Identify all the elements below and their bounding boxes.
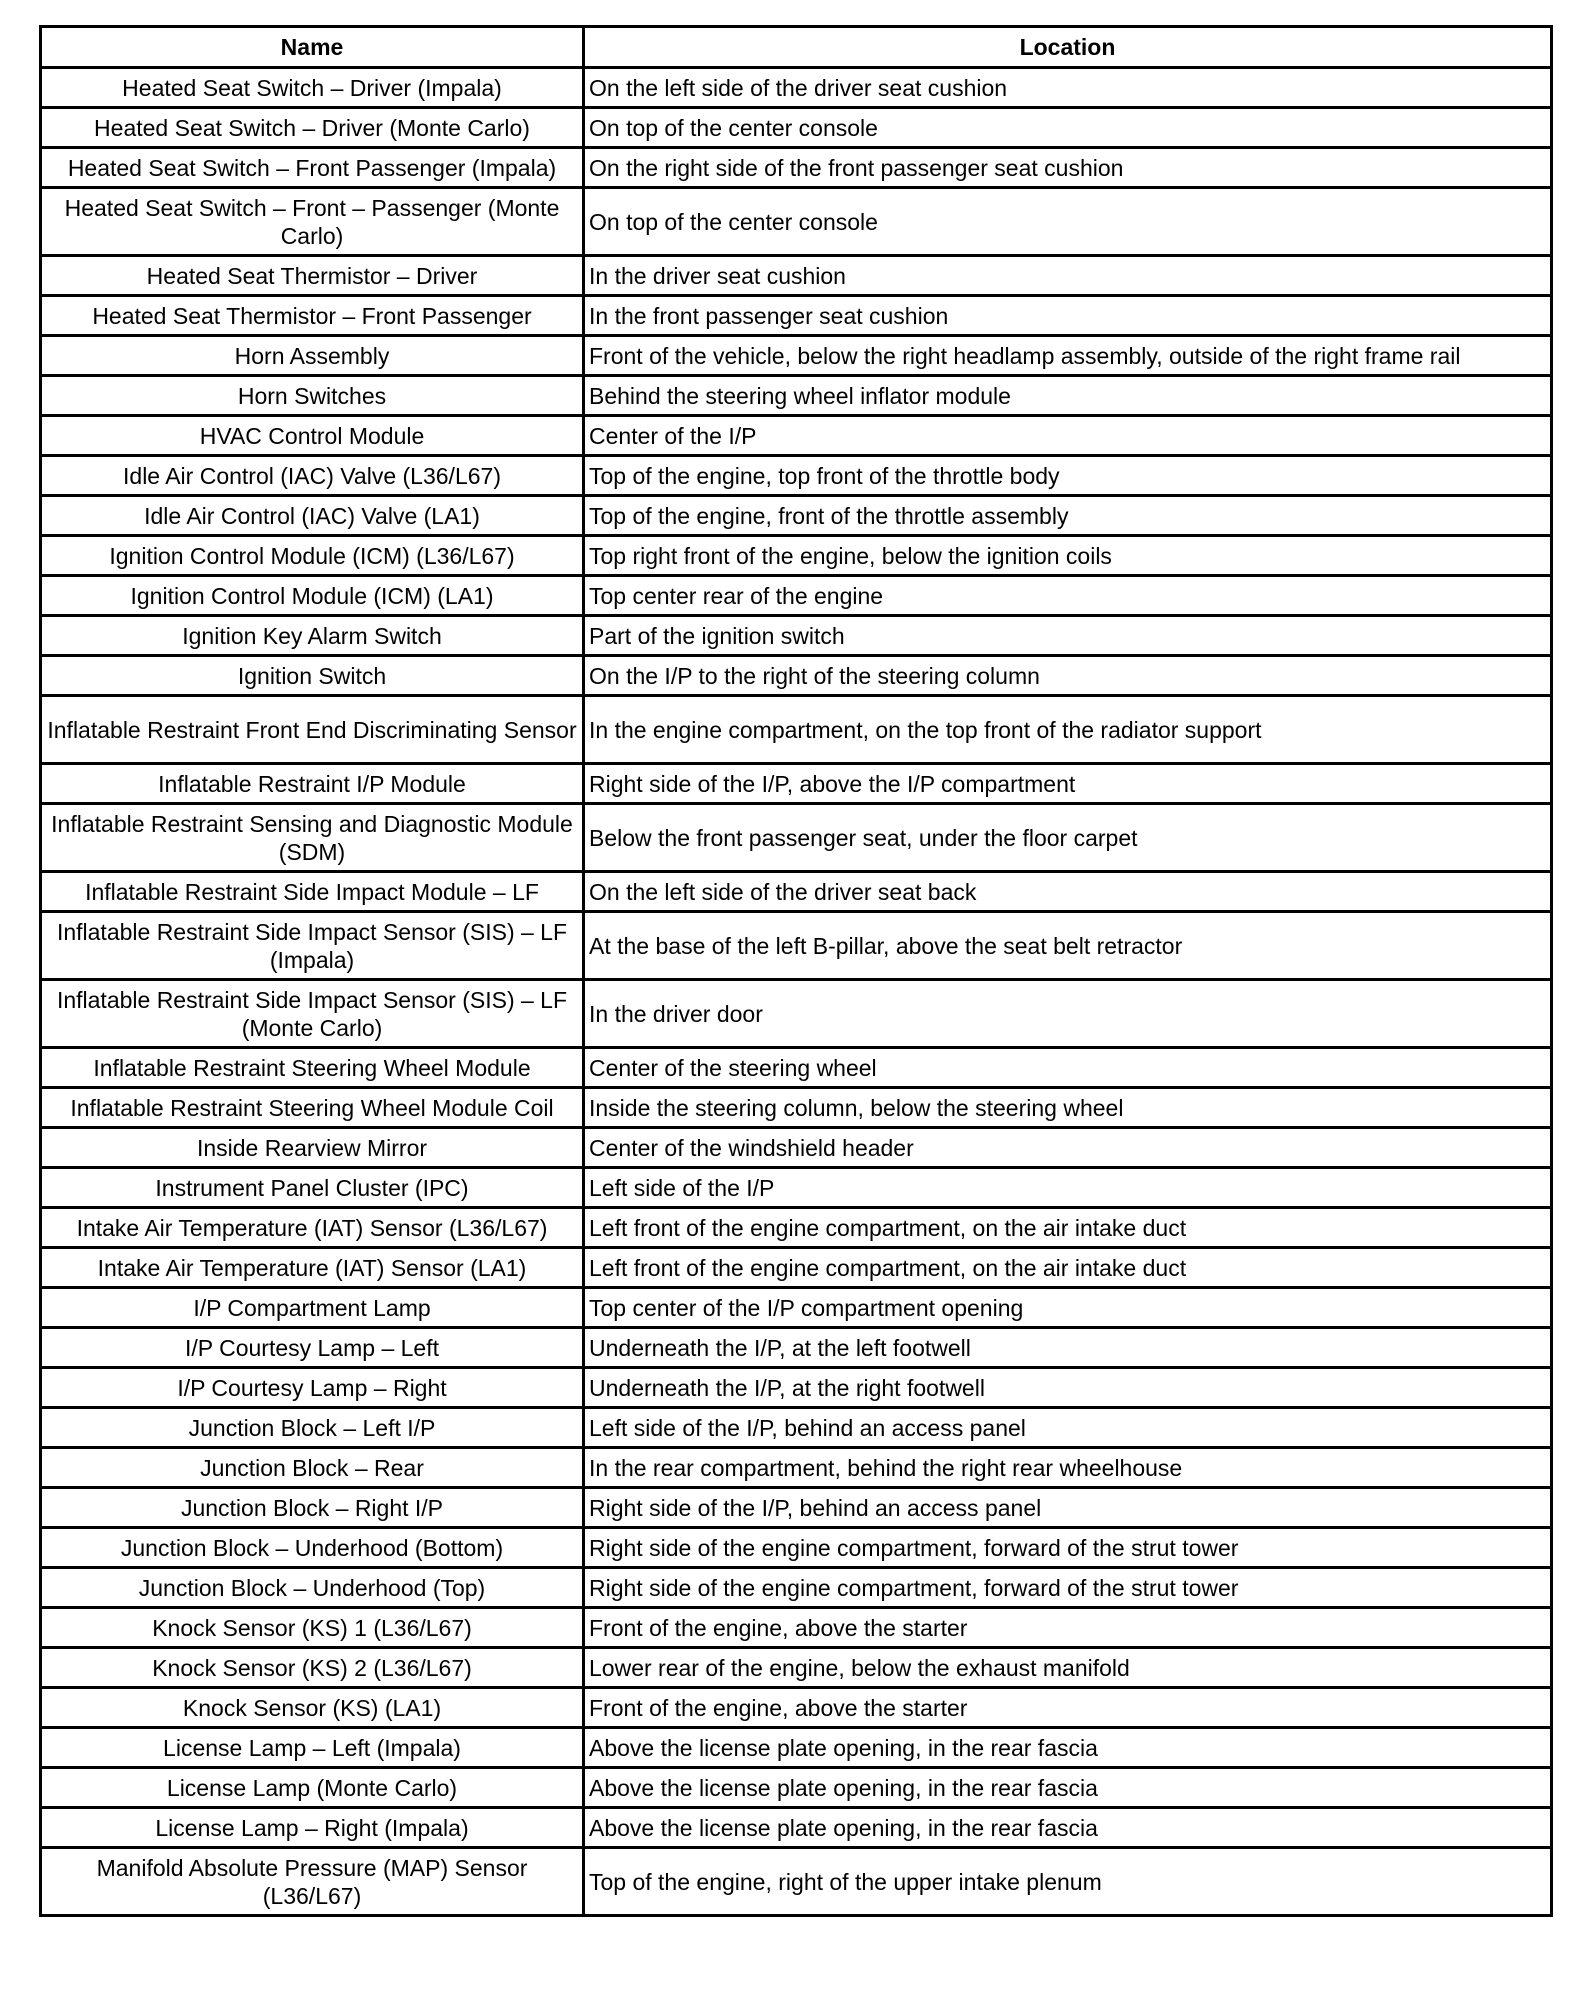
component-location-cell: Above the license plate opening, in the rear fascia <box>584 1808 1552 1848</box>
component-name-cell: Junction Block – Underhood (Top) <box>41 1568 584 1608</box>
component-location-cell: Top of the engine, right of the upper intake plenum <box>584 1848 1552 1916</box>
component-name-cell: Heated Seat Thermistor – Front Passenger <box>41 296 584 336</box>
table-row <box>41 496 1552 536</box>
table-row <box>41 1408 1552 1448</box>
component-name-cell: Inflatable Restraint Side Impact Sensor (SIS) – LF (Impala) <box>41 912 584 980</box>
component-location-cell: Below the front passenger seat, under the floor carpet <box>584 804 1552 872</box>
component-name-cell: Inflatable Restraint Side Impact Sensor (SIS) – LF (Monte Carlo) <box>41 980 584 1048</box>
component-name-cell: I/P Courtesy Lamp – Left <box>41 1328 584 1368</box>
component-location-cell: On the I/P to the right of the steering column <box>584 656 1552 696</box>
table-row <box>41 1648 1552 1688</box>
component-name-cell: Ignition Control Module (ICM) (L36/L67) <box>41 536 584 576</box>
component-name-cell: Instrument Panel Cluster (IPC) <box>41 1168 584 1208</box>
component-location-cell: On top of the center console <box>584 188 1552 256</box>
component-location-cell: Inside the steering column, below the steering wheel <box>584 1088 1552 1128</box>
table-row <box>41 1448 1552 1488</box>
component-location-cell: In the rear compartment, behind the right rear wheelhouse <box>584 1448 1552 1488</box>
table-row <box>41 1528 1552 1568</box>
component-name-cell: Inflatable Restraint Steering Wheel Module <box>41 1048 584 1088</box>
table-row <box>41 616 1552 656</box>
table-row <box>41 1088 1552 1128</box>
component-location-cell: Right side of the I/P, behind an access panel <box>584 1488 1552 1528</box>
table-row <box>41 1288 1552 1328</box>
component-name-cell: Heated Seat Switch – Front Passenger (Impala) <box>41 148 584 188</box>
table-row <box>41 912 1552 980</box>
component-name-cell: Ignition Control Module (ICM) (LA1) <box>41 576 584 616</box>
component-location-cell: On the left side of the driver seat back <box>584 872 1552 912</box>
component-name-cell: Inflatable Restraint Side Impact Module – LF <box>41 872 584 912</box>
component-location-cell: Center of the steering wheel <box>584 1048 1552 1088</box>
component-location-cell: Left front of the engine compartment, on the air intake duct <box>584 1208 1552 1248</box>
component-location-cell: Top of the engine, front of the throttle assembly <box>584 496 1552 536</box>
table-row <box>41 376 1552 416</box>
table-row <box>41 1688 1552 1728</box>
component-name-cell: Junction Block – Rear <box>41 1448 584 1488</box>
table-row <box>41 188 1552 256</box>
table-row <box>41 1568 1552 1608</box>
component-name-cell: Knock Sensor (KS) (LA1) <box>41 1688 584 1728</box>
component-name-cell: Ignition Switch <box>41 656 584 696</box>
header-row <box>41 27 1552 68</box>
component-location-cell: Top center of the I/P compartment opening <box>584 1288 1552 1328</box>
component-name-cell: Heated Seat Switch – Driver (Monte Carlo) <box>41 108 584 148</box>
component-location-cell: Left side of the I/P <box>584 1168 1552 1208</box>
component-location-table <box>39 25 1553 1917</box>
table-row <box>41 296 1552 336</box>
component-name-cell: Intake Air Temperature (IAT) Sensor (L36/L67) <box>41 1208 584 1248</box>
table-row <box>41 656 1552 696</box>
table-body <box>41 68 1552 1916</box>
component-location-cell: Top right front of the engine, below the ignition coils <box>584 536 1552 576</box>
component-name-cell: I/P Courtesy Lamp – Right <box>41 1368 584 1408</box>
component-location-cell: On the right side of the front passenger seat cushion <box>584 148 1552 188</box>
component-location-cell: In the driver door <box>584 980 1552 1048</box>
component-location-cell: On the left side of the driver seat cushion <box>584 68 1552 108</box>
component-location-cell: In the engine compartment, on the top front of the radiator support <box>584 696 1552 764</box>
component-location-cell: Left side of the I/P, behind an access panel <box>584 1408 1552 1448</box>
table-row <box>41 1368 1552 1408</box>
component-location-cell: Right side of the engine compartment, forward of the strut tower <box>584 1528 1552 1568</box>
component-name-cell: Horn Switches <box>41 376 584 416</box>
component-name-cell: I/P Compartment Lamp <box>41 1288 584 1328</box>
table-row <box>41 1328 1552 1368</box>
component-name-cell: Horn Assembly <box>41 336 584 376</box>
table-row <box>41 576 1552 616</box>
table-row <box>41 456 1552 496</box>
component-location-cell: Right side of the engine compartment, forward of the strut tower <box>584 1568 1552 1608</box>
component-name-cell: Idle Air Control (IAC) Valve (LA1) <box>41 496 584 536</box>
table-row <box>41 980 1552 1048</box>
component-location-cell: Underneath the I/P, at the right footwell <box>584 1368 1552 1408</box>
component-name-cell: Junction Block – Left I/P <box>41 1408 584 1448</box>
component-location-cell: Front of the engine, above the starter <box>584 1608 1552 1648</box>
component-location-cell: Front of the engine, above the starter <box>584 1688 1552 1728</box>
component-location-cell: Above the license plate opening, in the rear fascia <box>584 1768 1552 1808</box>
table-row <box>41 804 1552 872</box>
component-location-cell: Left front of the engine compartment, on the air intake duct <box>584 1248 1552 1288</box>
component-name-cell: Knock Sensor (KS) 1 (L36/L67) <box>41 1608 584 1648</box>
table-row <box>41 872 1552 912</box>
table-row <box>41 1128 1552 1168</box>
location-column-header: Location <box>584 27 1552 68</box>
table-row <box>41 336 1552 376</box>
component-location-cell: In the front passenger seat cushion <box>584 296 1552 336</box>
component-name-cell: Inflatable Restraint Sensing and Diagnostic Module (SDM) <box>41 804 584 872</box>
component-location-cell: Right side of the I/P, above the I/P compartment <box>584 764 1552 804</box>
component-name-cell: Inflatable Restraint Steering Wheel Module Coil <box>41 1088 584 1128</box>
component-name-cell: HVAC Control Module <box>41 416 584 456</box>
table-row <box>41 108 1552 148</box>
component-name-cell: License Lamp – Left (Impala) <box>41 1728 584 1768</box>
component-name-cell: Junction Block – Right I/P <box>41 1488 584 1528</box>
table-row <box>41 1808 1552 1848</box>
component-name-cell: Heated Seat Thermistor – Driver <box>41 256 584 296</box>
table-row <box>41 696 1552 764</box>
component-location-cell: On top of the center console <box>584 108 1552 148</box>
component-name-cell: Heated Seat Switch – Driver (Impala) <box>41 68 584 108</box>
component-name-cell: Inflatable Restraint Front End Discriminating Sensor <box>41 696 584 764</box>
name-column-header: Name <box>41 27 584 68</box>
table-row <box>41 764 1552 804</box>
table-row <box>41 1728 1552 1768</box>
component-location-cell: Top center rear of the engine <box>584 576 1552 616</box>
table-row <box>41 1048 1552 1088</box>
component-name-cell: Inside Rearview Mirror <box>41 1128 584 1168</box>
component-name-cell: Ignition Key Alarm Switch <box>41 616 584 656</box>
table-row <box>41 416 1552 456</box>
component-location-cell: Behind the steering wheel inflator module <box>584 376 1552 416</box>
component-name-cell: Junction Block – Underhood (Bottom) <box>41 1528 584 1568</box>
component-name-cell: Heated Seat Switch – Front – Passenger (Monte Carlo) <box>41 188 584 256</box>
component-location-cell: Underneath the I/P, at the left footwell <box>584 1328 1552 1368</box>
component-location-cell: Center of the I/P <box>584 416 1552 456</box>
component-location-cell: Lower rear of the engine, below the exhaust manifold <box>584 1648 1552 1688</box>
component-name-cell: Manifold Absolute Pressure (MAP) Sensor (L36/L67) <box>41 1848 584 1916</box>
table-row <box>41 1768 1552 1808</box>
component-location-cell: In the driver seat cushion <box>584 256 1552 296</box>
component-location-cell: Center of the windshield header <box>584 1128 1552 1168</box>
component-name-cell: License Lamp – Right (Impala) <box>41 1808 584 1848</box>
component-location-cell: At the base of the left B-pillar, above the seat belt retractor <box>584 912 1552 980</box>
component-name-cell: Idle Air Control (IAC) Valve (L36/L67) <box>41 456 584 496</box>
table-row <box>41 148 1552 188</box>
table-row <box>41 1848 1552 1916</box>
component-location-cell: Part of the ignition switch <box>584 616 1552 656</box>
table-row <box>41 1248 1552 1288</box>
component-name-cell: License Lamp (Monte Carlo) <box>41 1768 584 1808</box>
component-location-cell: Top of the engine, top front of the throttle body <box>584 456 1552 496</box>
component-location-cell: Front of the vehicle, below the right headlamp assembly, outside of the right frame rail <box>584 336 1552 376</box>
component-location-cell: Above the license plate opening, in the rear fascia <box>584 1728 1552 1768</box>
component-name-cell: Inflatable Restraint I/P Module <box>41 764 584 804</box>
table-row <box>41 1608 1552 1648</box>
table-row <box>41 1488 1552 1528</box>
table-row <box>41 256 1552 296</box>
component-name-cell: Knock Sensor (KS) 2 (L36/L67) <box>41 1648 584 1688</box>
component-name-cell: Intake Air Temperature (IAT) Sensor (LA1) <box>41 1248 584 1288</box>
table-row <box>41 68 1552 108</box>
table-row <box>41 1168 1552 1208</box>
table-row <box>41 1208 1552 1248</box>
table-row <box>41 536 1552 576</box>
